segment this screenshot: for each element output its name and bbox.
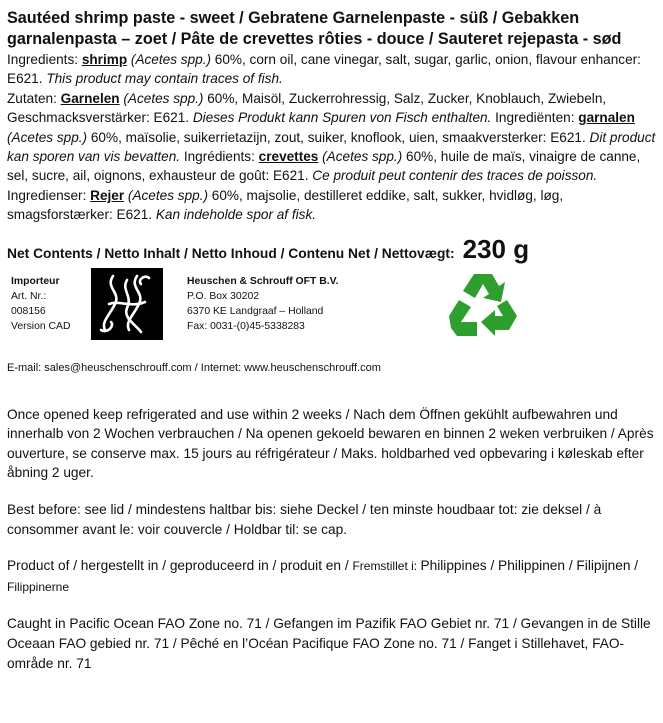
- storage-instructions: Once opened keep refrigerated and use within 2 weeks / Nach dem Öffnen gekühlt aufbewahren und innerhalb von 2 Wochen verbrauchen / Na openen gekoeld bewaren en binnen 2 weken verbruiken / Après ouverture, se conserve max. 15 jours au réfrigérateur / Maks. holdbarhed ved opbevaring i køleskab efter åbning 2 uger.: [7, 406, 654, 481]
- catch-area: Caught in Pacific Ocean FAO Zone no. 71 / Gefangen im Pazifik FAO Gebiet nr. 71 / Gevangen in de Stille Oceaan FAO gebied nr. 71 / Pêché en l’Océan Pacifique FAO Zone no. 71 / Fanget i Stillehavet, FAO-område nr. 71: [7, 616, 651, 671]
- ingredients-de: Zutaten: Garnelen (Acetes spp.) 60%, Maisöl, Zuckerrohressig, Salz, Zucker, Knoblauch, Zwiebeln, Geschmacksverstärker: E621. Dieses Produkt kann Spuren von Fisch enthalten.: [7, 90, 607, 126]
- best-before: Best before: see lid / mindestens haltbar bis: siehe Deckel / ten minste houdbaar tot: zie deksel / à consommer avant le: voir couvercle / Holdbar til: se cap.: [7, 502, 602, 537]
- ingredients-en: Ingredients: shrimp (Acetes spp.) 60%, corn oil, cane vinegar, salt, sugar, garlic, onion, flavour enhancer: E621. This product may contain traces of fish.: [7, 52, 641, 87]
- hs-monogram-logo: [91, 268, 163, 340]
- importer-block: [7, 274, 657, 360]
- ingredients-fr: Ingrédients: crevettes (Acetes spp.) 60%, huile de maïs, vinaigre de canne, sel, sucre, ail, oignons, exhausteur de goût: E621. Ce produit peut contenir des traces de poisson.: [7, 149, 641, 184]
- contact-line: E-mail: sales@heuschenschrouff.com / Internet: www.heuschenschrouff.com: [7, 361, 381, 374]
- recycle-symbol-icon: [443, 270, 523, 344]
- net-contents-label: Net Contents / Netto Inhalt / Netto Inhoud / Contenu Net / Nettovægt:: [7, 245, 455, 261]
- importer-heading: Importeur: [11, 275, 60, 287]
- company-fax: Fax: 0031-(0)45-5338283: [187, 321, 305, 333]
- net-weight: 230 g: [462, 233, 530, 264]
- po-box: P.O. Box 30202: [187, 290, 260, 302]
- ingredients-da: Ingredienser: Rejer (Acetes spp.) 60%, majsolie, destilleret eddike, salt, sukker, hvidløg, løg, smagsforstærker: E621. Kan indeholde spor af fisk.: [7, 187, 564, 223]
- company-info: [187, 274, 338, 335]
- article-number-label: Art. Nr.:: [11, 290, 47, 302]
- importer-info: [11, 274, 70, 335]
- company-city: 6370 KE Landgraaf – Holland: [187, 306, 324, 318]
- ingredients-block: [7, 50, 657, 225]
- ingredients-nl: Ingrediënten: garnalen (Acetes spp.) 60%, maïsolie, suikerrietazijn, zout, suiker, knoflook, uien, smaakversterker: E621. Dit product kan sporen van vis bevatten.: [7, 110, 656, 165]
- net-contents: [7, 234, 657, 264]
- article-number: 008156: [11, 306, 46, 318]
- product-title: Sautéed shrimp paste - sweet / Gebratene Garnelenpaste - süß / Gebakken garnalenpasta – zoet / Pâte de crevettes rôties - douce / Sauteret rejepasta - sød: [7, 9, 622, 48]
- company-name: Heuschen & Schrouff OFT B.V.: [187, 275, 339, 287]
- version-label: Version CAD: [11, 321, 71, 333]
- country-of-origin: Product of / hergestellt in / geproduceerd in / produit en / Fremstillet i: Philippines / Philippinen / Filipijnen / Filippinerne: [7, 558, 639, 594]
- label-document: [7, 8, 657, 673]
